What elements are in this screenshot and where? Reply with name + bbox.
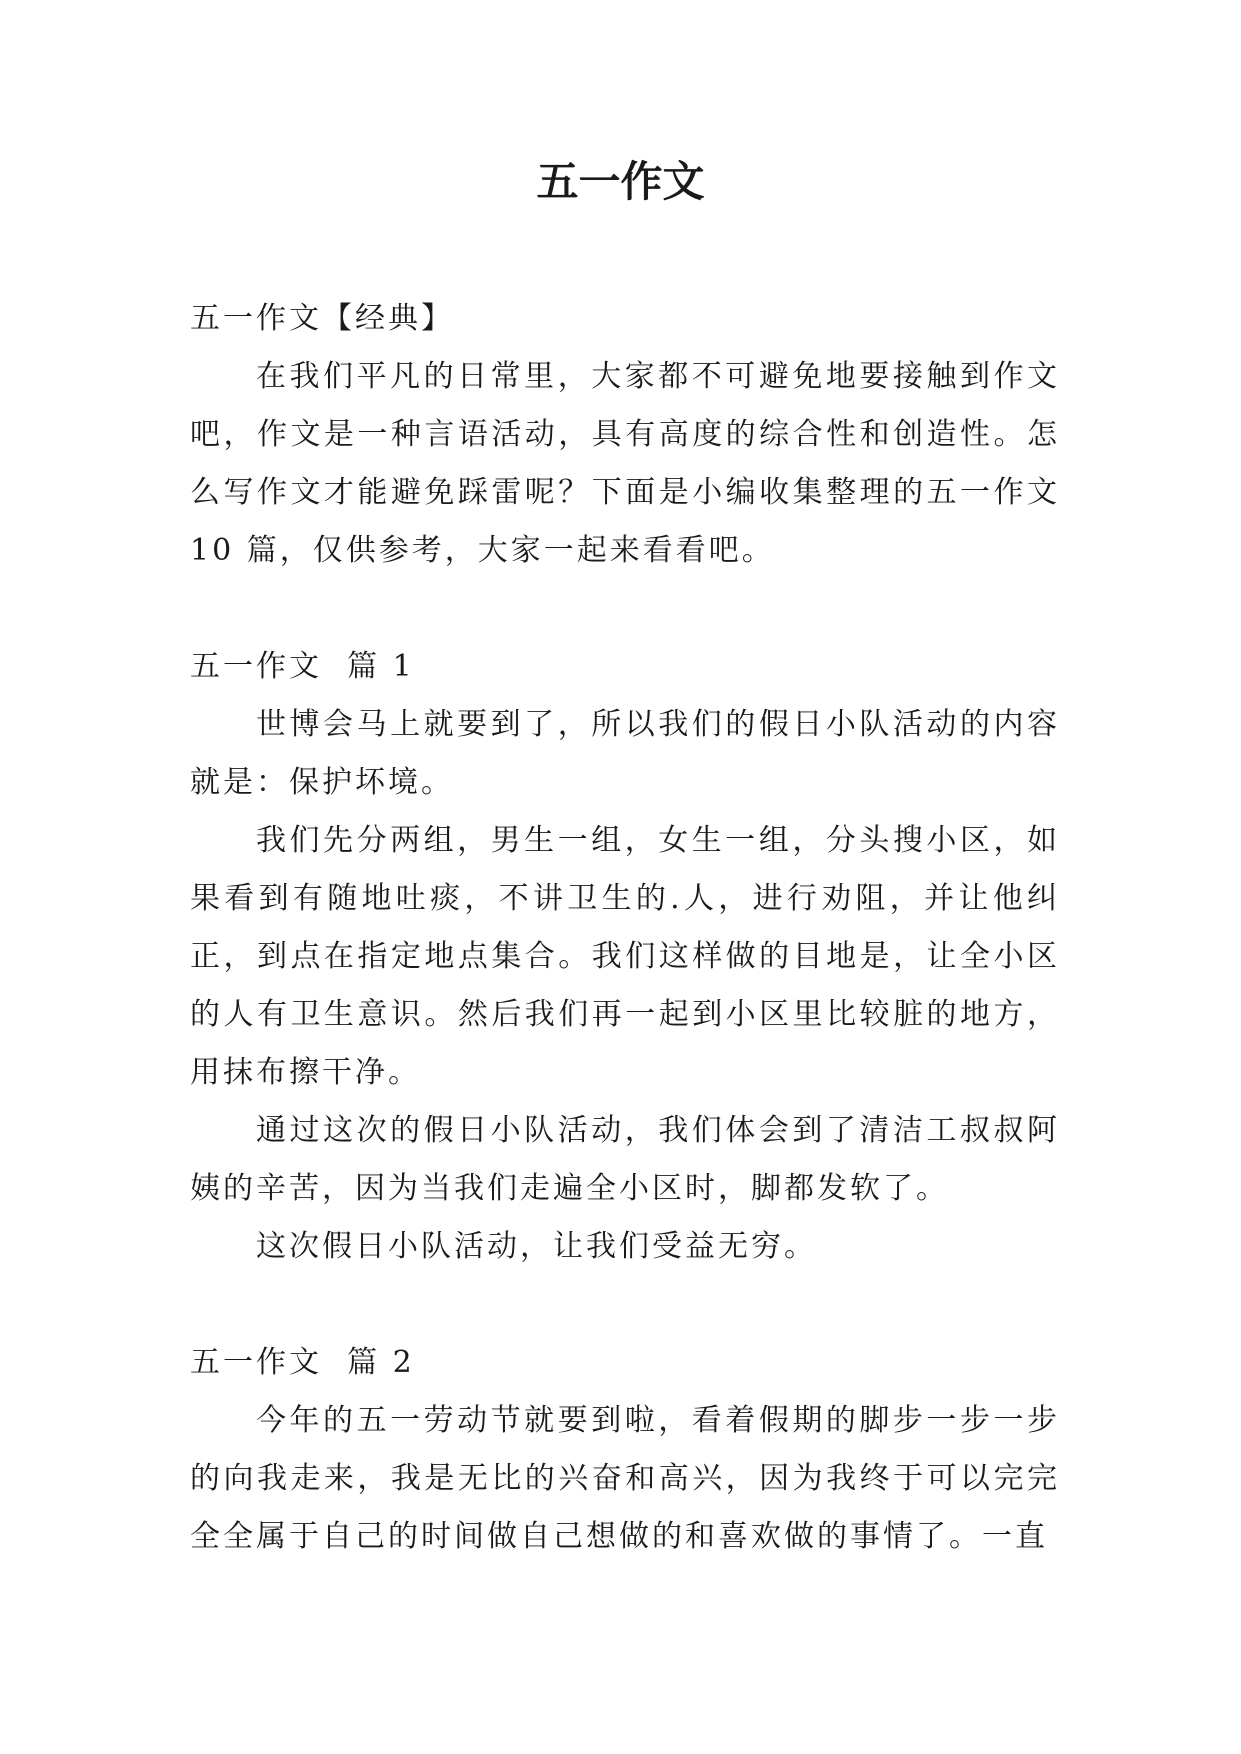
section-1-paragraph-2: 我们先分两组，男生一组，女生一组，分头搜小区，如果看到有随地吐痰，不讲卫生的.人，进行劝阻，并让他纠正，到点在指定地点集合。我们这样做的目地是，让全小区的人有卫生意识。然后我们再一起到小区里比较脏的地方，用抹布擦干净。 xyxy=(190,823,1060,1090)
intro-paragraph: 在我们平凡的日常里，大家都不可避免地要接触到作文吧，作文是一种言语活动，具有高度的综合性和创造性。怎么写作文才能避免踩雷呢？下面是小编收集整理的五一作文 10 篇，仅供参考，大家一起来看看吧。 xyxy=(190,359,1060,568)
document-title: 五一作文 xyxy=(536,157,705,206)
section-spacer xyxy=(190,1276,1060,1334)
section-2-paragraph-1: 今年的五一劳动节就要到啦，看着假期的脚步一步一步的向我走来，我是无比的兴奋和高兴，因为我终于可以完完全全属于自己的时间做自己想做的和喜欢做的事情了。一直 xyxy=(190,1403,1060,1554)
section-1-heading: 五一作文 篇 1 xyxy=(190,649,415,684)
document-body xyxy=(190,290,1060,1566)
section-1-paragraph-3: 通过这次的假日小队活动，我们体会到了清洁工叔叔阿姨的辛苦，因为当我们走遍全小区时，脚都发软了。 xyxy=(190,1113,1060,1206)
section-1-paragraph-4: 这次假日小队活动，让我们受益无穷。 xyxy=(256,1229,817,1264)
intro-heading: 五一作文【经典】 xyxy=(190,301,454,336)
section-spacer xyxy=(190,580,1060,638)
section-2-heading: 五一作文 篇 2 xyxy=(190,1345,415,1380)
section-1-paragraph-1: 世博会马上就要到了，所以我们的假日小队活动的内容就是：保护坏境。 xyxy=(190,707,1060,800)
